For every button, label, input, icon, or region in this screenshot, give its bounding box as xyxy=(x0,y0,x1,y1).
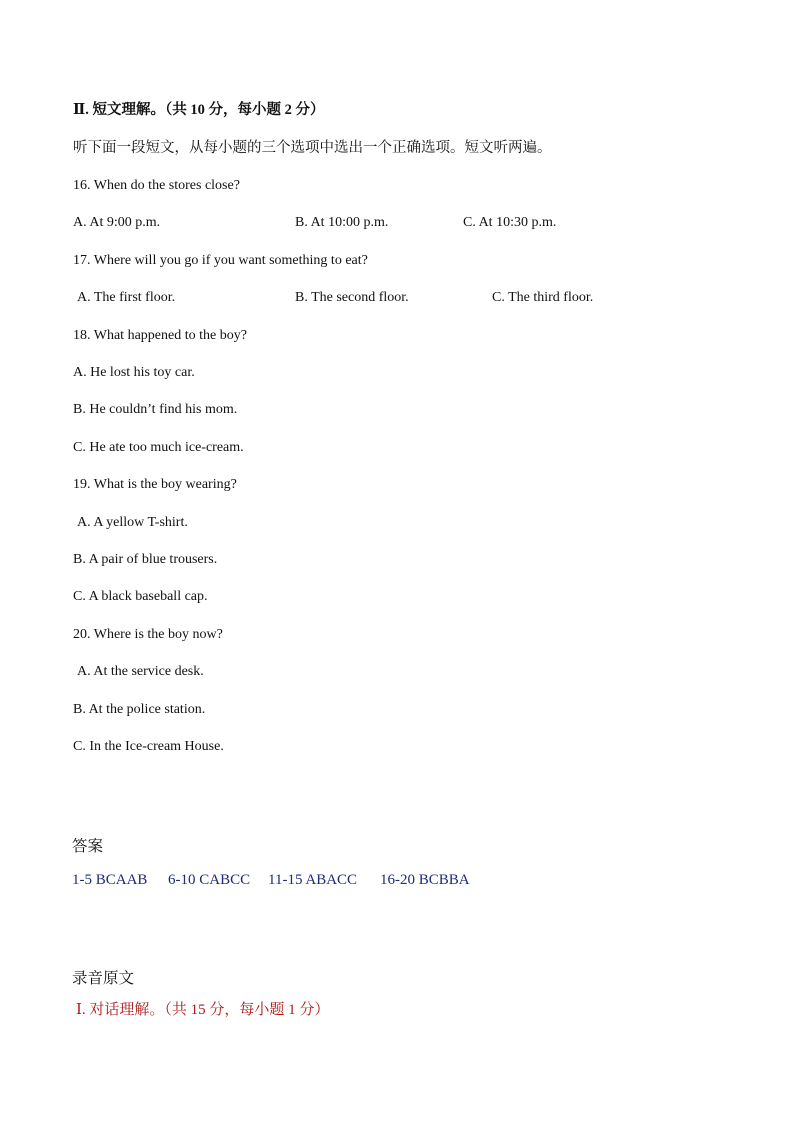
question-19-option-c: C. A black baseball cap. xyxy=(73,589,208,604)
transcript-section-1-heading: Ⅰ. 对话理解。（共 15 分，每小题 1 分） xyxy=(76,1002,330,1018)
question-19-stem: 19. What is the boy wearing? xyxy=(73,477,237,492)
question-20-option-b: B. At the police station. xyxy=(73,702,206,717)
answer-group-1-5: 1-5 BCAAB xyxy=(72,872,148,888)
question-17-option-a: A. The first floor. xyxy=(77,290,176,305)
question-19-option-a: A. A yellow T-shirt. xyxy=(77,515,188,530)
answers-label: 答案 xyxy=(72,838,104,855)
question-16-option-a: A. At 9:00 p.m. xyxy=(73,215,161,230)
question-16-option-b: B. At 10:00 p.m. xyxy=(295,215,389,230)
question-18-stem: 18. What happened to the boy? xyxy=(73,328,247,343)
question-18-option-a: A. He lost his toy car. xyxy=(73,365,195,380)
question-17-option-c: C. The third floor. xyxy=(492,290,594,305)
question-19-option-b: B. A pair of blue trousers. xyxy=(73,552,218,567)
question-17-stem: 17. Where will you go if you want something to eat? xyxy=(73,253,368,268)
section-2-instruction: 听下面一段短文，从每小题的三个选项中选出一个正确选项。短文听两遍。 xyxy=(73,140,552,156)
answer-group-11-15: 11-15 ABACC xyxy=(268,872,358,888)
question-20-stem: 20. Where is the boy now? xyxy=(73,627,223,642)
question-16-option-c: C. At 10:30 p.m. xyxy=(463,215,557,230)
question-18-option-c: C. He ate too much ice-cream. xyxy=(73,440,244,455)
section-2-heading: Ⅱ. 短文理解。（共 10 分，每小题 2 分） xyxy=(73,102,325,118)
question-20-option-c: C. In the Ice-cream House. xyxy=(73,739,224,754)
answer-group-6-10: 6-10 CABCC xyxy=(168,872,251,888)
question-18-option-b: B. He couldn’t find his mom. xyxy=(73,402,238,417)
transcript-label: 录音原文 xyxy=(72,970,135,987)
answer-group-16-20: 16-20 BCBBA xyxy=(380,872,470,888)
question-17-option-b: B. The second floor. xyxy=(295,290,409,305)
question-16-stem: 16. When do the stores close? xyxy=(73,178,240,193)
question-20-option-a: A. At the service desk. xyxy=(77,664,204,679)
